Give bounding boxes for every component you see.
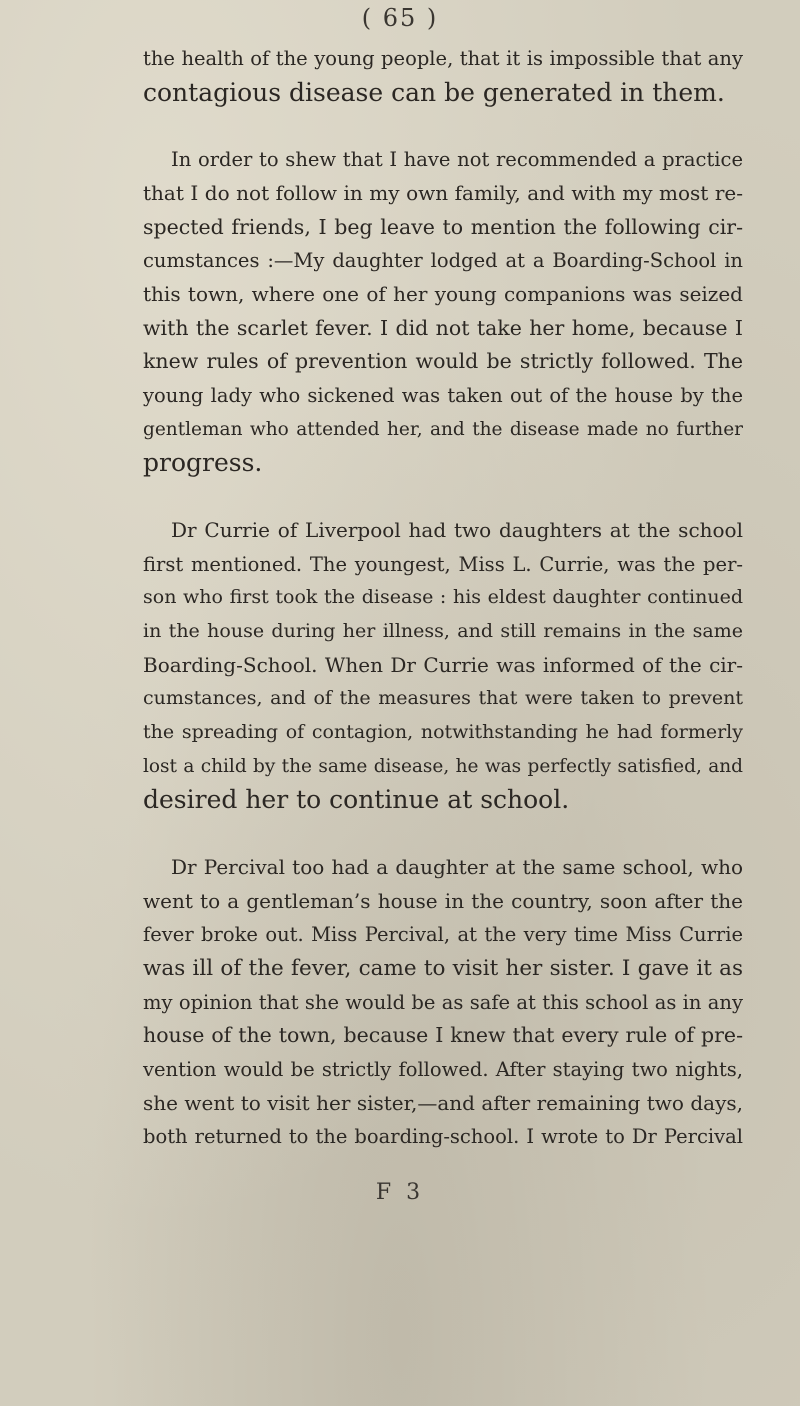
text-line: in the house during her illness, and still remains in the same — [143, 619, 743, 642]
text-line: progress. — [143, 448, 263, 478]
text-line: she went to visit her sister,—and after remaining two days, — [143, 1090, 743, 1115]
body-text — [143, 42, 743, 1154]
text-line: knew rules of prevention would be strictly followed. The — [143, 349, 743, 374]
text-line: Dr Currie of Liverpool had two daughters at the school — [171, 517, 743, 542]
text-line: Boarding-School. When Dr Currie was informed of the cir- — [143, 652, 743, 677]
text-line: with the scarlet fever. I did not take her home, because I — [143, 315, 743, 340]
paragraph-gap — [143, 109, 743, 143]
text-line: spected friends, I beg leave to mention the following cir- — [143, 214, 743, 239]
signature-mark: F 3 — [375, 1180, 425, 1205]
paragraph-gap — [143, 480, 743, 514]
page-number: ( 65 ) — [361, 4, 439, 32]
text-line: both returned to the boarding-school. I wrote to Dr Percival — [143, 1125, 743, 1149]
text-line: my opinion that she would be as safe at this school as in any — [143, 990, 743, 1014]
text-line: lost a child by the same disease, he was perfectly satisfied, and — [143, 755, 743, 777]
text-line: first mentioned. The youngest, Miss L. Currie, was the per- — [143, 552, 743, 576]
text-line: son who first took the disease : his eldest daughter continued — [143, 586, 743, 609]
text-line: the spreading of contagion, notwithstanding he had formerly — [143, 721, 743, 744]
text-line: cumstances :—My daughter lodged at a Boarding-School in — [143, 249, 743, 273]
paragraph-gap — [143, 817, 743, 851]
text-line: vention would be strictly followed. After staying two nights, — [143, 1058, 743, 1082]
text-line: desired her to continue at school. — [143, 785, 570, 815]
text-line: was ill of the fever, came to visit her sister. I gave it as — [143, 955, 743, 981]
text-line: cumstances, and of the measures that were taken to prevent — [143, 687, 743, 710]
text-line: young lady who sickened was taken out of the house by the — [143, 384, 743, 408]
text-line: this town, where one of her young companions was seized — [143, 281, 743, 306]
text-line: fever broke out. Miss Percival, at the very time Miss Currie — [143, 923, 743, 947]
text-line: Dr Percival too had a daughter at the same school, who — [171, 854, 743, 879]
text-line: gentleman who attended her, and the disease made no further — [143, 418, 743, 440]
text-line: the health of the young people, that it is impossible that any — [143, 47, 743, 70]
text-line: that I do not follow in my own family, and with my most re- — [143, 180, 743, 205]
text-line: contagious disease can be generated in them. — [143, 77, 725, 107]
text-line: In order to shew that I have not recommended a practice — [171, 148, 743, 172]
text-line: went to a gentleman’s house in the country, soon after the — [143, 888, 743, 913]
text-line: house of the town, because I knew that every rule of pre- — [143, 1023, 743, 1048]
